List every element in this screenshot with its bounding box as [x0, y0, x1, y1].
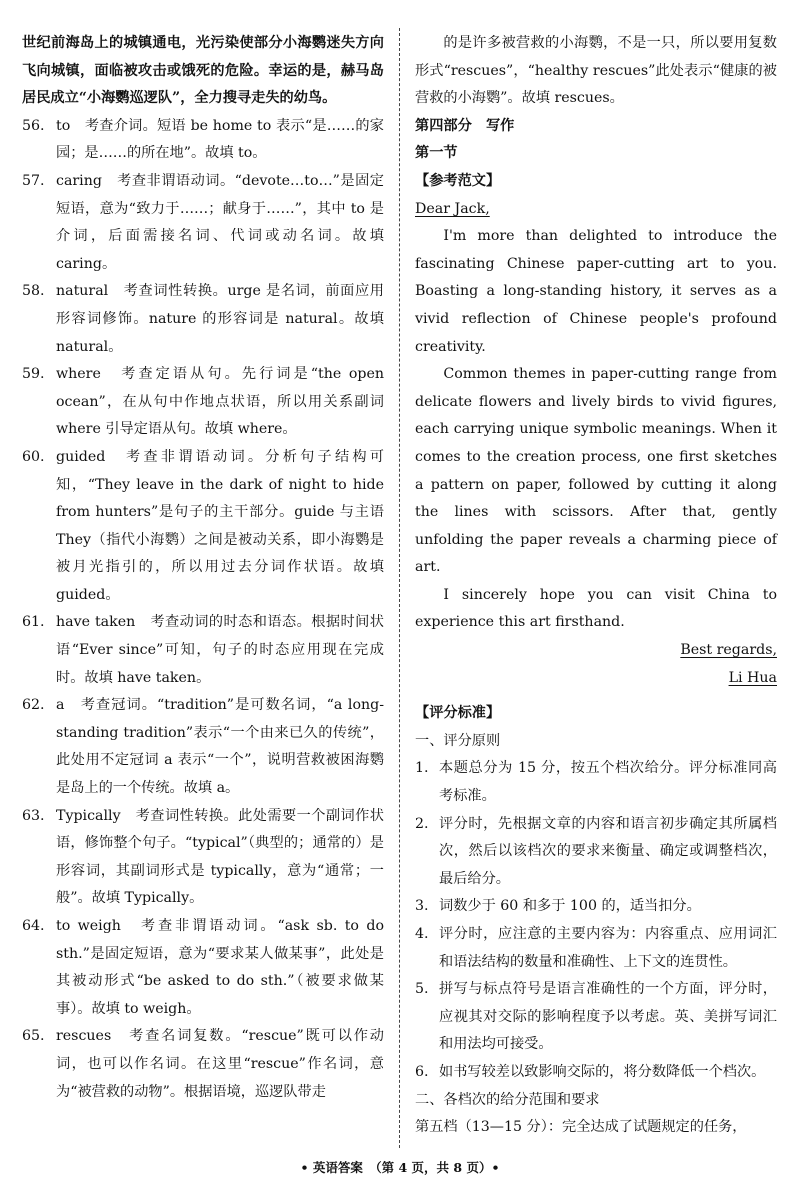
item-text: caring 考查非谓语动词。“devote…to…”是固定短语，意为“致力于……；献身于……”，其中 to 是介词，后面需接名词、代词或动名词。故填 caring。 [56, 172, 384, 272]
item-number: 1. [415, 760, 429, 777]
answer-list [22, 113, 384, 1106]
list-item [22, 803, 384, 913]
salutation-text: Dear Jack, [415, 200, 490, 217]
item-text: 评分时，先根据文章的内容和语言初步确定其所属档次，然后以该档次的要求来衡量、确定或调整档次，最后给分。 [439, 815, 777, 887]
item-text: Typically 考查词性转换。此处需要一个副词作状语，修饰整个句子。“typical”（典型的；通常的）是形容词，其副词形式是 typically，意为“通常；一般”。故填 Typically。 [56, 807, 384, 907]
list-item [415, 976, 777, 1059]
page-footer: • 英语答案 （第 4 页，共 8 页）• [300, 1160, 500, 1175]
item-text: 如书写较差以致影响交际的，将分数降低一个档次。 [439, 1063, 766, 1080]
list-item [415, 755, 777, 810]
list-item [415, 1059, 777, 1087]
sample-essay-label: 【参考范文】 [415, 172, 501, 189]
item-text: have taken 考查动词的时态和语态。根据时间状语“Ever since”可知，句子的时态应用现在完成时。故填 have taken。 [56, 614, 384, 686]
right-column [415, 30, 777, 1142]
letter-salutation [415, 196, 777, 224]
item-number: 60. [22, 448, 45, 465]
item-text: 词数少于 60 和多于 100 的，适当扣分。 [439, 898, 701, 915]
item-number: 2. [415, 815, 429, 832]
list-item [22, 278, 384, 361]
level-five: 第五档（13—15 分）：完全达成了试题规定的任务， [415, 1119, 747, 1136]
item-text: guided 考查非谓语动词。分析句子结构可知，“They leave in the dark of night to hide from hunters”是句子的主干部分。guide 与主语 They（指代小海鹦）之间是被动关系，即小海鹦是被月光指引的，所以用过去分词作状语。故填 guided。 [56, 448, 384, 603]
levels-heading: 二、各档次的给分范围和要求 [415, 1091, 600, 1108]
essay-paragraph: Common themes in paper-cutting range from delicate flowers and lively birds to vivid figures, each carrying unique symbolic meanings. When it comes to the creation process, one first sketches a pattern on paper, followed by cutting it along the lines with scissors. After that, gently unfolding the paper reveals a charming piece of art. [415, 366, 777, 576]
item-text: rescues 考查名词复数。“rescue”既可以作动词，也可以作名词。在这里“rescue”作名词，意为“被营救的动物”。根据语境，巡逻队带走 [56, 1028, 384, 1100]
list-item [415, 811, 777, 894]
list-item [22, 361, 384, 444]
left-column [22, 30, 384, 1106]
list-item [22, 168, 384, 278]
item-number: 5. [415, 981, 429, 998]
item-number: 64. [22, 918, 45, 934]
essay-paragraph: I'm more than delighted to introduce the fascinating Chinese paper-cutting art to you. Boasting a long-standing history, it serves as a vivid reflection of Chinese people's profound creativity. [415, 228, 777, 355]
list-item [22, 913, 384, 1023]
part-heading: 第四部分 写作 [415, 117, 515, 134]
signature-text: Li Hua [728, 669, 777, 686]
item-number: 65. [22, 1028, 45, 1045]
item-number: 56. [22, 117, 45, 134]
list-item [415, 893, 777, 921]
section-heading: 第一节 [415, 145, 458, 162]
item-text: where 考查定语从句。先行词是“the open ocean”，在从句中作地点状语，所以用关系副词 where 引导定语从句。故填 where。 [56, 366, 384, 438]
item-text: 拼写与标点符号是语言准确性的一个方面，评分时，应视其对交际的影响程度予以考虑。英、美拼写词汇和用法均可接受。 [439, 981, 777, 1053]
list-item [22, 609, 384, 692]
list-item [22, 113, 384, 168]
item-number: 61. [22, 614, 45, 631]
item-number: 62. [22, 697, 45, 714]
passage-summary: 世纪前海岛上的城镇通电，光污染使部分小海鹦迷失方向飞向城镇，面临被攻击或饿死的危险。幸运的是，赫马岛居民成立“小海鹦巡逻队”，全力搜寻走失的幼鸟。 [22, 35, 384, 107]
item-text: 评分时，应注意的主要内容为：内容重点、应用词汇和语法结构的数量和准确性、上下文的连贯性。 [439, 926, 777, 970]
item-number: 58. [22, 283, 45, 300]
principles-list [415, 755, 777, 1086]
item-number: 4. [415, 926, 429, 942]
closing-text: Best regards, [680, 642, 777, 659]
item-number: 57. [22, 172, 45, 189]
list-item [415, 921, 777, 976]
essay-paragraph: I sincerely hope you can visit China to experience this art firsthand. [415, 586, 777, 631]
item-number: 63. [22, 807, 45, 824]
column-divider [399, 28, 400, 1148]
item-text: 本题总分为 15 分，按五个档次给分。评分标准同高考标准。 [439, 760, 777, 805]
item-text: natural 考查词性转换。urge 是名词，前面应用形容词修饰。nature 的形容词是 natural。故填 natural。 [56, 283, 384, 355]
item-number: 3. [415, 898, 429, 915]
list-item [22, 444, 384, 610]
letter-signature [415, 665, 777, 693]
item-text: to weigh 考查非谓语动词。“ask sb. to do sth.”是固定短语，意为“要求某人做某事”，此处是其被动形式“be asked to do sth.”（被要求做某事）。故填 to weigh。 [56, 918, 384, 1017]
item-number: 6. [415, 1063, 429, 1080]
letter-closing [415, 637, 777, 665]
item-text: to 考查介词。短语 be home to 表示“是……的家园；是……的所在地”。故填 to。 [56, 117, 384, 162]
principles-heading: 一、评分原则 [415, 732, 501, 749]
list-item [22, 1023, 384, 1106]
item-text: a 考查冠词。“tradition”是可数名词，“a long-standing tradition”表示“一个由来已久的传统”，此处用不定冠词 a 表示“一个”，说明营救被困海鹦是岛上的一个传统。故填 a。 [56, 697, 384, 797]
item-number: 59. [22, 366, 45, 383]
scoring-criteria-label: 【评分标准】 [415, 705, 501, 722]
answer-65-continuation: 的是许多被营救的小海鹦，不是一只，所以要用复数形式“rescues”，“healthy rescues”此处表示“健康的被营救的小海鹦”。故填 rescues。 [415, 35, 777, 107]
list-item [22, 692, 384, 802]
